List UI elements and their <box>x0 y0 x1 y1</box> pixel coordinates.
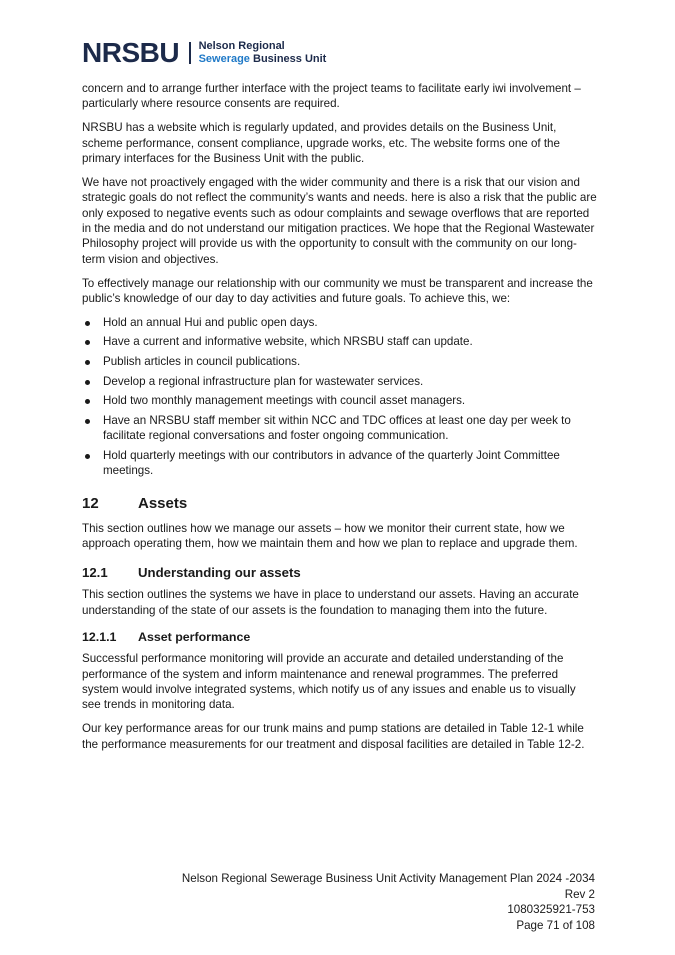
logo-line2 <box>199 53 327 66</box>
logo-mark: NRSBU <box>82 37 180 68</box>
logo-divider <box>189 42 191 64</box>
section-title: Assets <box>138 494 188 512</box>
paragraph: Successful performance monitoring will provide an accurate and detailed understanding of the performance of the system and inform maintenance and renewal programmes. The preferred system would involve integrated systems, which notify us of any issues and enable us to visually see trends in monitoring data. <box>82 652 576 712</box>
bullet-item: Develop a regional infrastructure plan for wastewater services. <box>82 374 597 389</box>
footer-revision: Rev 2 <box>564 887 595 901</box>
logo-line1: Nelson Regional <box>198 40 285 52</box>
footer-document-id: 1080325921-753 <box>507 903 595 916</box>
paragraph: This section outlines how we manage our assets – how we monitor their current state, how we approach operating them, how we maintain them and how we plan to replace and upgrade them. <box>82 521 578 551</box>
engagement-bullet-list <box>82 315 597 479</box>
paragraph: NRSBU has a website which is regularly updated, and provides details on the Business Unit, scheme performance, consent compliance, upgrade works, etc. The website forms one of the primary interfaces for the Business Unit with the public. <box>82 121 560 166</box>
section-12-1-1-heading <box>82 630 597 645</box>
section-number: 12.1 <box>82 565 108 581</box>
section-12-heading <box>82 495 597 513</box>
paragraph: Our key performance areas for our trunk mains and pump stations are detailed in Table 12-1 while the performance measurements for our treatment and disposal facilities are detailed in Table 12-2. <box>82 722 585 751</box>
nrsbu-logo <box>82 37 326 69</box>
logo-line2-accent: Sewerage <box>198 53 250 65</box>
page-footer <box>182 871 595 933</box>
section-12-1-heading <box>82 565 597 581</box>
bullet-item: Have a current and informative website, which NRSBU staff can update. <box>82 334 597 349</box>
bullet-item: Hold quarterly meetings with our contributors in advance of the quarterly Joint Committee meetings. <box>82 448 597 479</box>
bullet-item: Have an NRSBU staff member sit within NCC and TDC offices at least one day per week to facilitate regional conversations and foster ongoing communication. <box>82 413 597 444</box>
bullet-item: Publish articles in council publications. <box>82 354 597 369</box>
paragraph: concern and to arrange further interface with the project teams to facilitate early iwi involvement – particularly where resource consents are required. <box>82 82 581 111</box>
paragraph: This section outlines the systems we have in place to understand our assets. Having an accurate understanding of the state of our assets is the foundation to managing them into the future. <box>82 588 579 617</box>
bullet-item: Hold an annual Hui and public open days. <box>82 315 597 330</box>
bullet-item: Hold two monthly management meetings with council asset managers. <box>82 393 597 408</box>
logo-text <box>199 40 327 66</box>
paragraph: To effectively manage our relationship with our community we must be transparent and increase the public’s knowledge of our day to day activities and future goals. To achieve this, we: <box>82 276 593 306</box>
footer-page-number: Page 71 of 108 <box>516 918 595 932</box>
logo-line2-rest: Business Unit <box>249 53 327 65</box>
section-number: 12 <box>82 494 99 512</box>
footer-document-title: Nelson Regional Sewerage Business Unit Activity Management Plan 2024 -2034 <box>181 872 595 885</box>
page-body <box>82 81 597 760</box>
section-title: Asset performance <box>138 630 251 645</box>
section-number: 12.1.1 <box>82 630 117 645</box>
paragraph: We have not proactively engaged with the wider community and there is a risk that our vision and strategic goals do not reflect the community’s wants and needs. here is also a risk that the public are only exposed to negative events such as odour complaints and sewage overflows that are reported in the media and do not understand our mitigation practices. We hope that the Regional Wastewater Philosophy project will provide us with the opportunity to consult with the community on our long-term vision and objectives. <box>82 175 597 266</box>
section-title: Understanding our assets <box>138 565 301 581</box>
